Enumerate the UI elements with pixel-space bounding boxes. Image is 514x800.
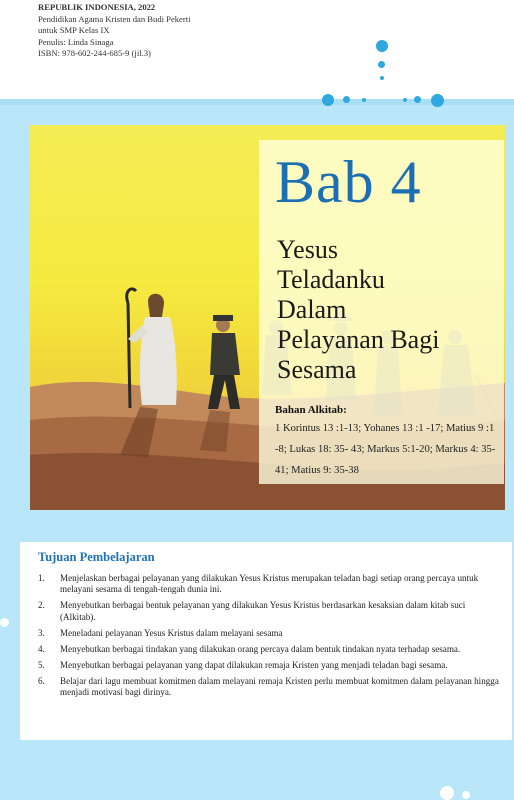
objectives-heading: Tujuan Pembelajaran bbox=[38, 550, 155, 564]
objective-number: 2. bbox=[38, 600, 45, 611]
learning-objectives-box bbox=[20, 542, 512, 740]
chapter-title-line: Yesus bbox=[277, 235, 338, 264]
objectives-list bbox=[36, 573, 500, 703]
objective-item bbox=[36, 628, 500, 639]
chapter-title-line: Teladanku bbox=[277, 265, 385, 294]
objective-number: 5. bbox=[38, 659, 45, 670]
objective-item bbox=[36, 676, 500, 699]
objective-text: Meneladani pelayanan Yesus Kristus dalam melayani sesama bbox=[60, 627, 283, 638]
objective-text: Belajar dari lagu membuat komitmen dalam melayani remaja Kristen perlu membuat komitmen dalam pelayanan hingga menjadi motivasi bagi dirinya. bbox=[60, 675, 499, 698]
objective-item bbox=[36, 600, 500, 623]
decorative-dot bbox=[380, 76, 384, 80]
objective-text: Menyebutkan berbagai bentuk pelayanan yang dilakukan Yesus Kristus berdasarkan kesaksian dalam kitab suci (Alkitab). bbox=[60, 600, 466, 622]
objective-item bbox=[36, 573, 500, 596]
decorative-dot bbox=[376, 40, 388, 52]
objective-text: Menyebutkan berbagai tindakan yang dilakukan orang percaya dalam bentuk tindakan nyata terhadap sesama. bbox=[60, 643, 461, 654]
decorative-dot bbox=[403, 98, 407, 102]
objective-text: Menyebutkan berbagai pelayanan yang dapat dilakukan remaja Kristen yang menjadi teladan bagi sesama. bbox=[60, 659, 448, 670]
decorative-dot bbox=[462, 791, 470, 799]
bible-reference-text: 1 Korintus 13 :1-13; Yohanes 13 :1 -17; Matius 9 :1 -8; Lukas 18: 35- 43; Markus 5:1-20; Markus 4: 35- 41; Matius 9: 35-38 bbox=[275, 423, 496, 476]
decorative-dot bbox=[440, 786, 454, 800]
publisher-line: Pendidikan Agama Kristen dan Budi Pekerti bbox=[38, 13, 191, 24]
decorative-dot bbox=[431, 94, 444, 107]
publisher-line: ISBN: 978-602-244-685-9 (jil.3) bbox=[38, 48, 151, 59]
decorative-dot bbox=[362, 98, 366, 102]
decorative-dot bbox=[414, 96, 421, 103]
publisher-line: REPUBLIK INDONESIA, 2022 bbox=[38, 2, 156, 12]
publisher-info bbox=[38, 2, 191, 60]
publisher-line: Penulis: Linda Sinaga bbox=[38, 36, 114, 47]
decorative-dot bbox=[343, 96, 350, 103]
chapter-title-line: Pelayanan Bagi bbox=[277, 325, 440, 354]
chapter-title bbox=[277, 235, 439, 385]
chapter-label: Bab 4 bbox=[275, 149, 422, 215]
objective-number: 3. bbox=[38, 627, 45, 638]
bible-reference-heading: Bahan Alkitab: bbox=[275, 404, 347, 416]
decorative-dot bbox=[0, 618, 9, 627]
chapter-title-line: Dalam bbox=[277, 295, 347, 324]
publisher-line: untuk SMP Kelas IX bbox=[38, 25, 110, 36]
objective-number: 1. bbox=[38, 573, 45, 583]
chapter-title-line: Sesama bbox=[277, 355, 357, 384]
decorative-dot bbox=[378, 61, 385, 68]
objective-item bbox=[36, 644, 500, 655]
objective-item bbox=[36, 660, 500, 671]
objective-text: Menjelaskan berbagai pelayanan yang dilakukan Yesus Kristus merupakan teladan bagi setiap orang percaya untuk melayani sesama di tengah-tengah dunia ini. bbox=[60, 573, 479, 595]
objective-number: 6. bbox=[38, 675, 45, 686]
decorative-dot bbox=[322, 94, 334, 106]
objective-number: 4. bbox=[38, 643, 45, 654]
